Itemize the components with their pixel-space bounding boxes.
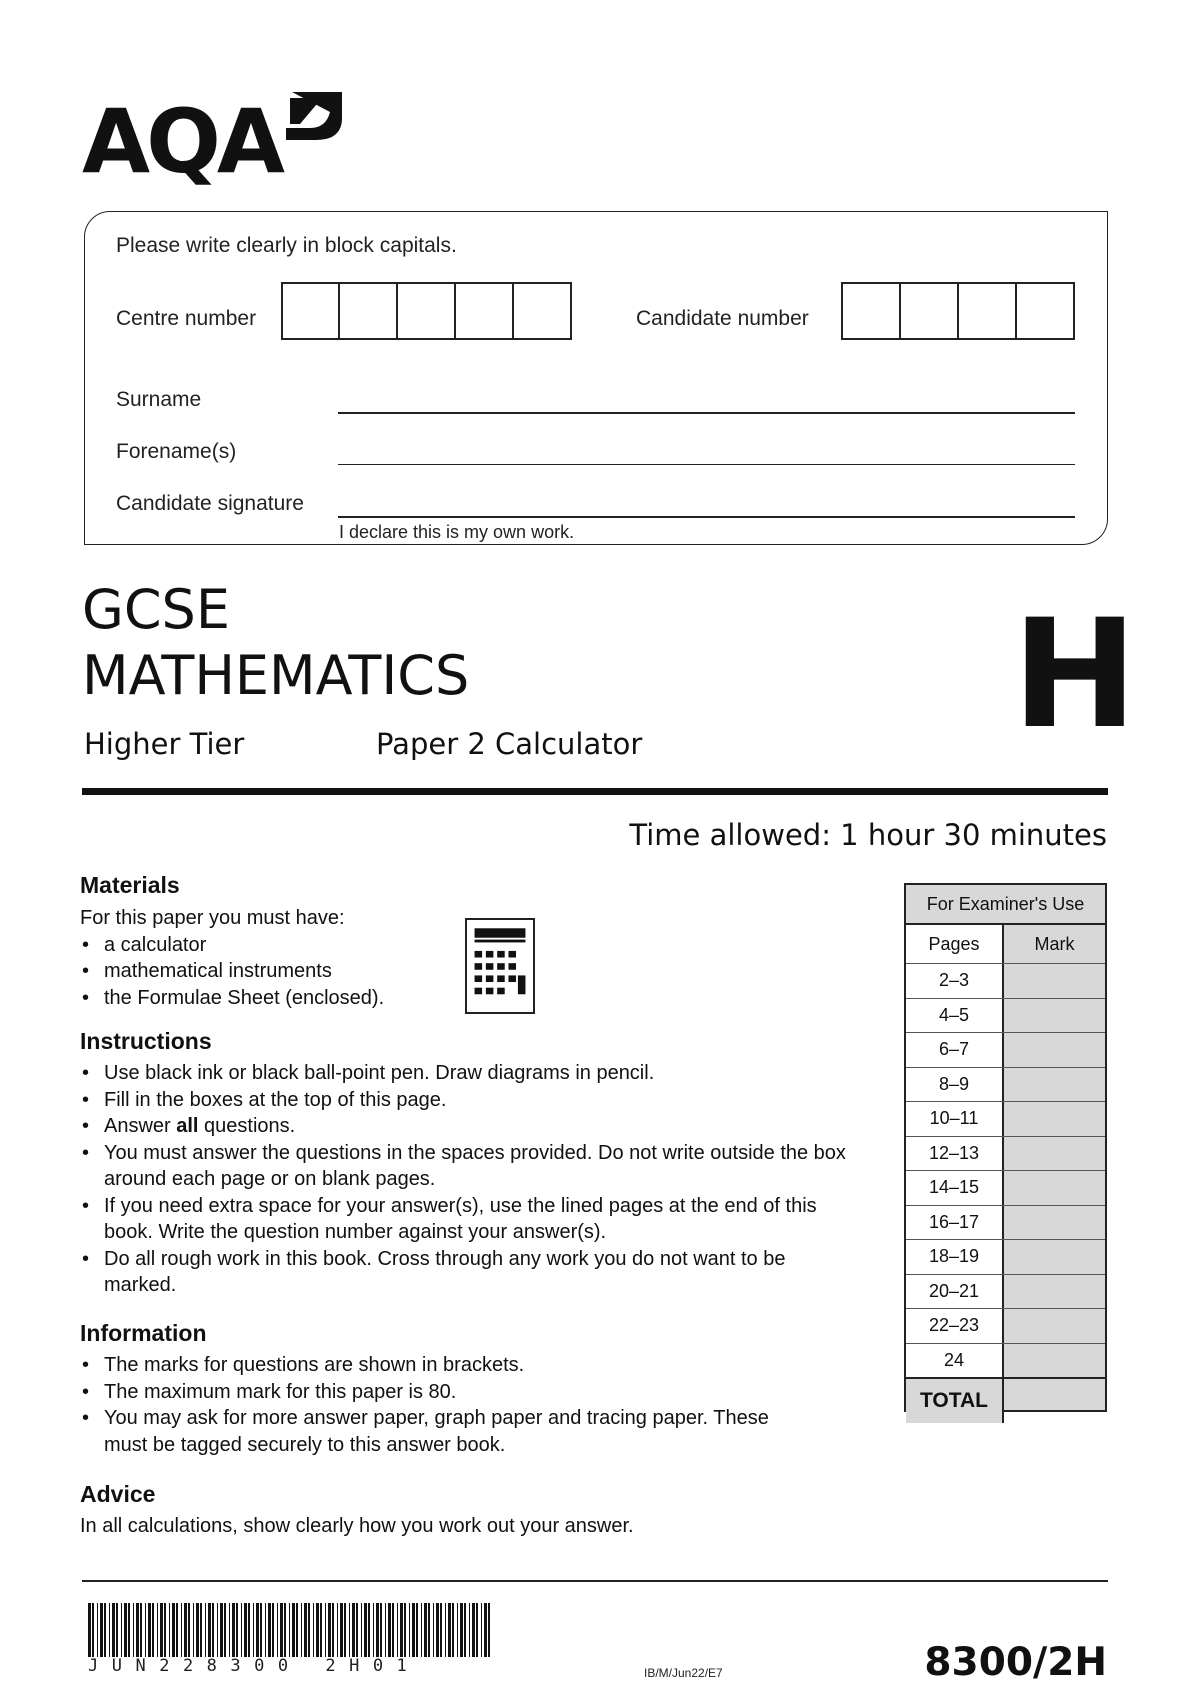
list-item: • Fill in the boxes at the top of this page. — [80, 1087, 850, 1114]
list-item: • the Formulae Sheet (enclosed). — [80, 985, 580, 1012]
pages-cell: 20–21 — [906, 1275, 1004, 1309]
instructions-section — [80, 1028, 850, 1299]
tier-letter: H — [1012, 588, 1138, 762]
mark-cell — [1004, 999, 1105, 1033]
pages-cell: 22–23 — [906, 1309, 1004, 1343]
advice-heading: Advice — [80, 1481, 156, 1507]
mark-cell — [1004, 964, 1105, 998]
qualification-title: GCSE — [82, 578, 230, 641]
surname-label: Surname — [116, 388, 202, 411]
pages-column-header: Pages — [906, 925, 1004, 963]
pages-cell: 4–5 — [906, 999, 1004, 1033]
list-item: • The maximum mark for this paper is 80. — [80, 1379, 800, 1406]
mark-cell — [1004, 1068, 1105, 1102]
list-item: • If you need extra space for your answer(s), use the lined pages at the end of this book. Write the question number against your answer(s). — [80, 1193, 850, 1246]
mark-cell — [1004, 1171, 1105, 1205]
digit-box[interactable] — [398, 284, 456, 338]
table-row — [906, 1102, 1105, 1137]
table-row — [906, 1137, 1105, 1172]
total-row — [906, 1377, 1105, 1423]
pages-cell: 12–13 — [906, 1137, 1004, 1171]
table-row — [906, 1275, 1105, 1310]
list-item: • Use black ink or black ball-point pen. Draw diagrams in pencil. — [80, 1060, 850, 1087]
table-row — [906, 1171, 1105, 1206]
aqa-logo — [82, 90, 342, 193]
mark-cell — [1004, 1102, 1105, 1136]
digit-box[interactable] — [283, 284, 340, 338]
table-header-row — [906, 925, 1105, 964]
pages-cell: 18–19 — [906, 1240, 1004, 1274]
instructions-heading: Instructions — [80, 1028, 212, 1054]
candidate-number-label: Candidate number — [636, 307, 809, 330]
list-item: • You must answer the questions in the spaces provided. Do not write outside the box around each page or on blank pages. — [80, 1140, 850, 1193]
paper-label: Paper 2 Calculator — [376, 727, 643, 761]
block-capitals-instruction: Please write clearly in block capitals. — [116, 234, 457, 257]
forename-line[interactable] — [338, 464, 1075, 465]
examiner-use-table — [904, 883, 1107, 1412]
time-allowed: Time allowed: 1 hour 30 minutes — [629, 818, 1107, 852]
mark-cell — [1004, 1033, 1105, 1067]
list-item: • The marks for questions are shown in brackets. — [80, 1352, 800, 1379]
logo-text: AQA — [82, 90, 282, 193]
advice-section — [80, 1481, 840, 1540]
table-row — [906, 1240, 1105, 1275]
list-item: • mathematical instruments — [80, 958, 580, 985]
materials-heading: Materials — [80, 872, 180, 898]
mark-cell — [1004, 1137, 1105, 1171]
mark-cell — [1004, 1240, 1105, 1274]
paper-code: 8300/2H — [924, 1640, 1107, 1685]
materials-intro: For this paper you must have: — [80, 907, 345, 929]
pages-cell: 6–7 — [906, 1033, 1004, 1067]
mark-cell — [1004, 1344, 1105, 1378]
digit-box[interactable] — [959, 284, 1017, 338]
mark-column-header: Mark — [1034, 933, 1075, 954]
advice-text: In all calculations, show clearly how you work out your answer. — [80, 1515, 634, 1537]
pages-cell: 16–17 — [906, 1206, 1004, 1240]
table-row — [906, 1344, 1105, 1378]
list-item: • Do all rough work in this book. Cross through any work you do not want to be marked. — [80, 1246, 850, 1299]
pages-cell: 14–15 — [906, 1171, 1004, 1205]
reference-code: IB/M/Jun22/E7 — [644, 1666, 723, 1680]
signature-line[interactable] — [338, 516, 1075, 518]
examiner-table-heading: For Examiner's Use — [906, 885, 1105, 925]
declaration-text: I declare this is my own work. — [339, 522, 575, 542]
table-row — [906, 1206, 1105, 1241]
centre-number-label: Centre number — [116, 307, 257, 330]
signature-label: Candidate signature — [116, 492, 304, 515]
digit-box[interactable] — [843, 284, 901, 338]
digit-box[interactable] — [340, 284, 398, 338]
mark-cell — [1004, 1206, 1105, 1240]
surname-line[interactable] — [338, 412, 1075, 414]
pages-cell: 10–11 — [906, 1102, 1004, 1136]
pages-cell: 8–9 — [906, 1068, 1004, 1102]
instructions-list — [80, 1060, 850, 1299]
information-heading: Information — [80, 1320, 207, 1346]
digit-box[interactable] — [1017, 284, 1073, 338]
information-list — [80, 1352, 800, 1458]
barcode-icon — [88, 1603, 498, 1657]
calculator-icon — [465, 918, 535, 1014]
candidate-number-boxes[interactable] — [841, 282, 1075, 340]
table-row — [906, 964, 1105, 999]
list-item: • You may ask for more answer paper, graph paper and tracing paper. These must be tagged securely to this answer book. — [80, 1405, 800, 1458]
logo-mark-icon — [282, 90, 346, 150]
digit-box[interactable] — [514, 284, 570, 338]
tier-label: Higher Tier — [84, 727, 245, 761]
table-row — [906, 1309, 1105, 1344]
centre-number-boxes[interactable] — [281, 282, 572, 340]
title-divider — [82, 788, 1108, 795]
digit-box[interactable] — [456, 284, 514, 338]
digit-box[interactable] — [901, 284, 959, 338]
pages-cell: 2–3 — [906, 964, 1004, 998]
mark-cell — [1004, 1275, 1105, 1309]
footer-divider — [82, 1580, 1108, 1582]
forename-label: Forename(s) — [116, 440, 237, 463]
information-section — [80, 1320, 800, 1458]
total-label: TOTAL — [906, 1379, 1004, 1423]
subject-title: MATHEMATICS — [82, 644, 470, 707]
total-mark-cell — [1004, 1379, 1105, 1423]
list-item: • Answer all questions. — [80, 1113, 850, 1140]
barcode-text: JUN228300 2H01 — [88, 1656, 421, 1676]
mark-cell — [1004, 1309, 1105, 1343]
table-row — [906, 1068, 1105, 1103]
list-item: • a calculator — [80, 932, 580, 959]
table-row — [906, 999, 1105, 1034]
pages-cell: 24 — [906, 1344, 1004, 1378]
table-row — [906, 1033, 1105, 1068]
